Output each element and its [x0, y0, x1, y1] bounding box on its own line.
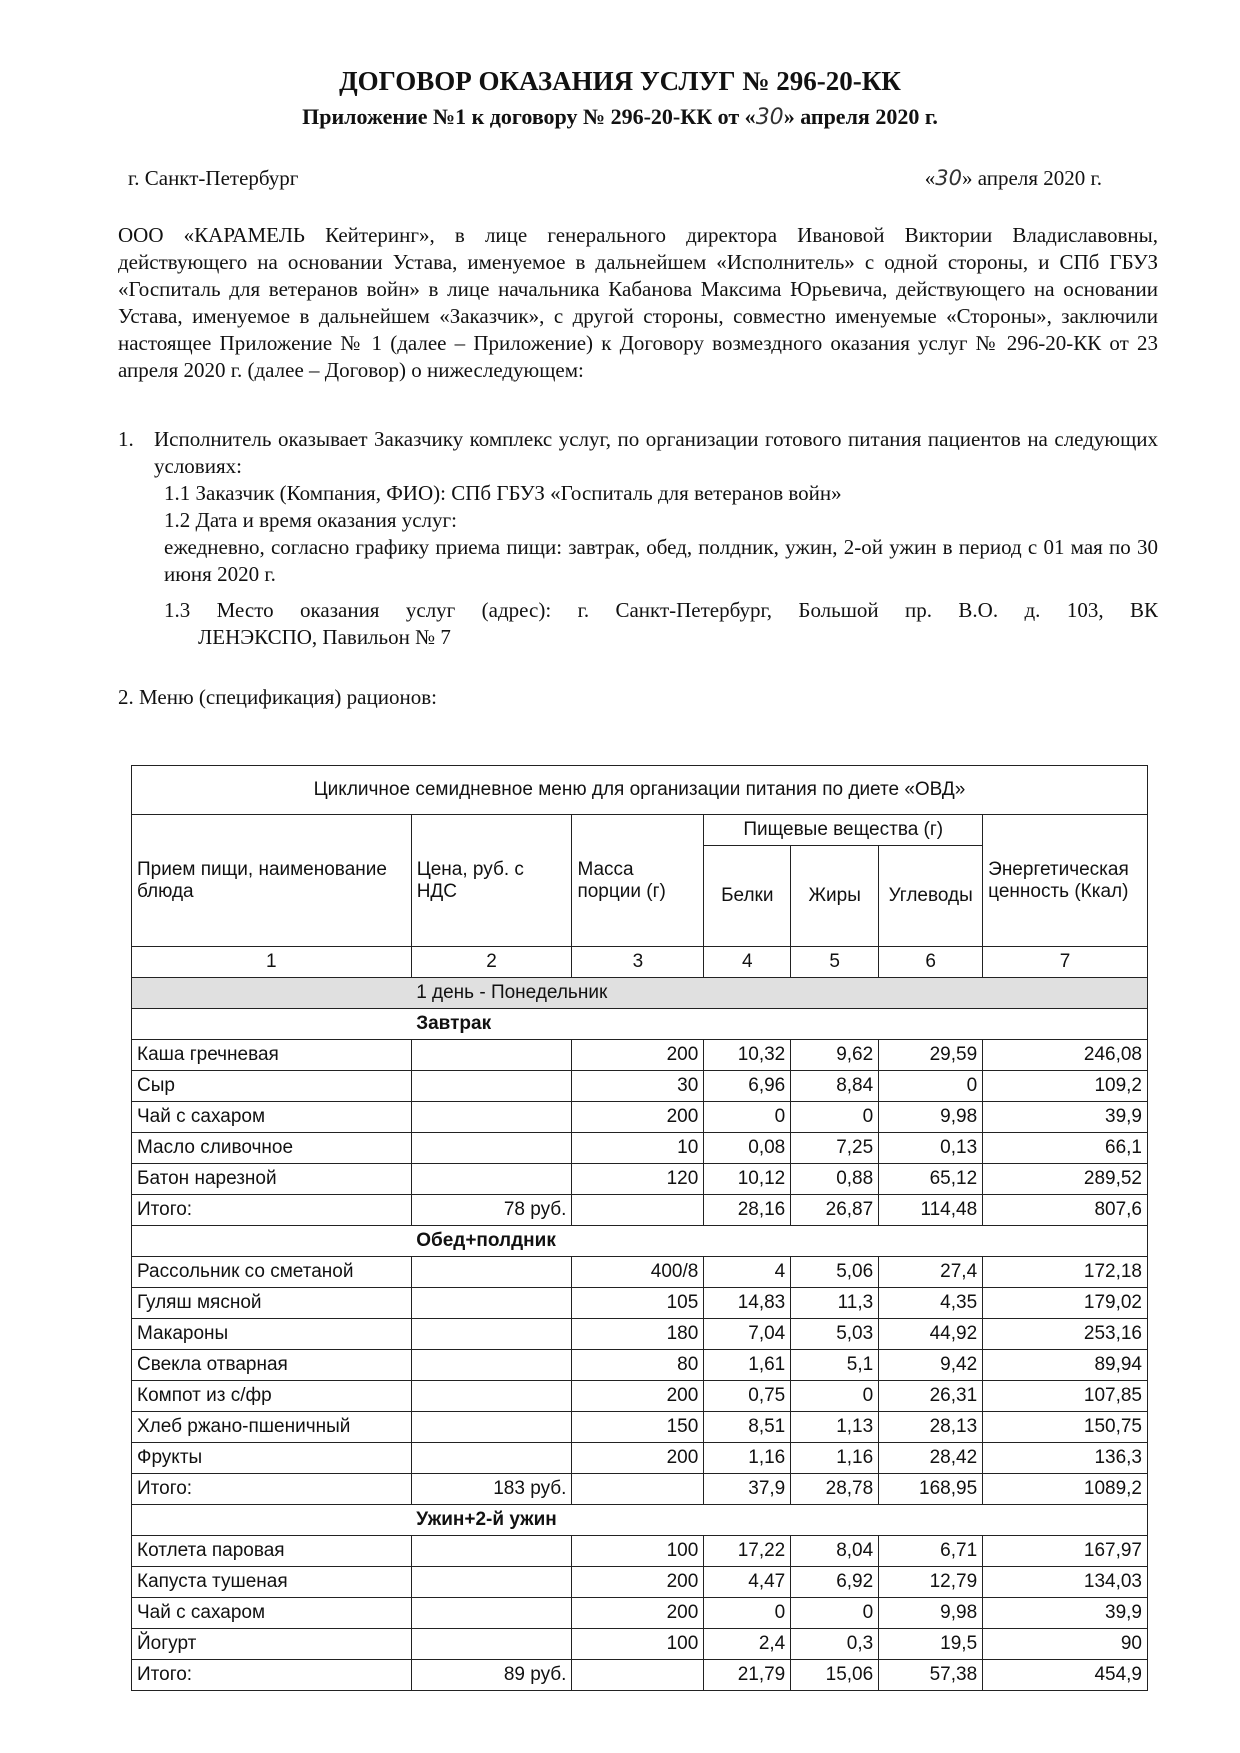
- protein-cell: 21,79: [704, 1660, 791, 1691]
- total-row: [132, 1195, 1148, 1226]
- dish-name: Сыр: [132, 1071, 412, 1102]
- price-cell: [411, 1257, 572, 1288]
- handwritten-day: 30: [755, 105, 784, 130]
- header-mass: Масса порции (г): [572, 815, 704, 947]
- column-number: 6: [879, 947, 983, 978]
- dish-name: Компот из с/фр: [132, 1381, 412, 1412]
- energy-cell: 136,3: [983, 1443, 1148, 1474]
- mass-cell: 180: [572, 1319, 704, 1350]
- column-number: 7: [983, 947, 1148, 978]
- mass-cell: 200: [572, 1102, 704, 1133]
- price-cell: [411, 1040, 572, 1071]
- carb-cell: 29,59: [879, 1040, 983, 1071]
- fat-cell: 28,78: [791, 1474, 879, 1505]
- carb-cell: 168,95: [879, 1474, 983, 1505]
- table-row: [132, 1102, 1148, 1133]
- column-number: 2: [411, 947, 572, 978]
- clause-1-3-line1: 1.3 Место оказания услуг (адрес): г. Санкт-Петербург, Большой пр. В.О. д. 103, ВК: [164, 598, 1158, 622]
- protein-cell: 0,08: [704, 1133, 791, 1164]
- header-fat: Жиры: [791, 846, 879, 947]
- price-cell: [411, 1164, 572, 1195]
- city-label: г. Санкт-Петербург: [128, 166, 299, 190]
- fat-cell: 5,1: [791, 1350, 879, 1381]
- subtitle-text-start: Приложение №1 к договору № 296-20-КК от «: [302, 104, 756, 129]
- column-number: 3: [572, 947, 704, 978]
- clause-1-3-line2: ЛЕНЭКСПО, Павильон № 7: [198, 625, 451, 649]
- column-number: 1: [132, 947, 412, 978]
- fat-cell: 0,88: [791, 1164, 879, 1195]
- energy-cell: 179,02: [983, 1288, 1148, 1319]
- header-energy: Энергетическая ценность (Ккал): [983, 815, 1148, 947]
- total-row: [132, 1474, 1148, 1505]
- mass-cell: 100: [572, 1629, 704, 1660]
- clause-1-number: 1.: [118, 427, 134, 451]
- price-cell: [411, 1598, 572, 1629]
- table-row: [132, 1412, 1148, 1443]
- protein-cell: 1,61: [704, 1350, 791, 1381]
- protein-cell: 1,16: [704, 1443, 791, 1474]
- energy-cell: 90: [983, 1629, 1148, 1660]
- dish-name: Свекла отварная: [132, 1350, 412, 1381]
- carb-cell: 4,35: [879, 1288, 983, 1319]
- table-row: [132, 1629, 1148, 1660]
- price-cell: [411, 1102, 572, 1133]
- carb-cell: 9,98: [879, 1102, 983, 1133]
- mass-cell: [572, 1474, 704, 1505]
- energy-cell: 134,03: [983, 1567, 1148, 1598]
- energy-cell: 89,94: [983, 1350, 1148, 1381]
- fat-cell: 8,04: [791, 1536, 879, 1567]
- table-row: [132, 1443, 1148, 1474]
- energy-cell: 1089,2: [983, 1474, 1148, 1505]
- price-cell: [411, 1319, 572, 1350]
- carb-cell: 27,4: [879, 1257, 983, 1288]
- price-cell: [411, 1567, 572, 1598]
- table-row: [132, 1567, 1148, 1598]
- carb-cell: 9,98: [879, 1598, 983, 1629]
- energy-cell: 150,75: [983, 1412, 1148, 1443]
- table-row: [132, 1257, 1148, 1288]
- carb-cell: 57,38: [879, 1660, 983, 1691]
- day-spacer: [132, 978, 412, 1009]
- mass-cell: 105: [572, 1288, 704, 1319]
- mass-cell: 80: [572, 1350, 704, 1381]
- energy-cell: 172,18: [983, 1257, 1148, 1288]
- mass-cell: [572, 1195, 704, 1226]
- dish-name: Котлета паровая: [132, 1536, 412, 1567]
- dish-name: Итого:: [132, 1660, 412, 1691]
- protein-cell: 6,96: [704, 1071, 791, 1102]
- clause-1: [118, 426, 1158, 480]
- dish-name: Йогурт: [132, 1629, 412, 1660]
- document-title: ДОГОВОР ОКАЗАНИЯ УСЛУГ № 296-20-КК: [339, 66, 901, 96]
- energy-cell: 39,9: [983, 1598, 1148, 1629]
- meal-label: Ужин+2-й ужин: [411, 1505, 1147, 1536]
- fat-cell: 0: [791, 1102, 879, 1133]
- protein-cell: 28,16: [704, 1195, 791, 1226]
- header-carb: Углеводы: [879, 846, 983, 947]
- header-nutrients: Пищевые вещества (г): [704, 815, 983, 846]
- dish-name: Каша гречневая: [132, 1040, 412, 1071]
- column-numbers-row: [132, 947, 1148, 978]
- price-cell: [411, 1350, 572, 1381]
- table-row: [132, 1288, 1148, 1319]
- energy-cell: 66,1: [983, 1133, 1148, 1164]
- meal-spacer: [132, 1226, 412, 1257]
- protein-cell: 37,9: [704, 1474, 791, 1505]
- day-label: 1 день - Понедельник: [411, 978, 1147, 1009]
- fat-cell: 6,92: [791, 1567, 879, 1598]
- carb-cell: 28,42: [879, 1443, 983, 1474]
- energy-cell: 167,97: [983, 1536, 1148, 1567]
- mass-cell: [572, 1660, 704, 1691]
- meal-label: Завтрак: [411, 1009, 1147, 1040]
- total-row: [132, 1660, 1148, 1691]
- table-row: [132, 1164, 1148, 1195]
- header-protein: Белки: [704, 846, 791, 947]
- document-subtitle: [0, 104, 1240, 130]
- table-row: [132, 1071, 1148, 1102]
- energy-cell: 109,2: [983, 1071, 1148, 1102]
- fat-cell: 1,16: [791, 1443, 879, 1474]
- price-cell: [411, 1443, 572, 1474]
- protein-cell: 0: [704, 1102, 791, 1133]
- dish-name: Макароны: [132, 1319, 412, 1350]
- dish-name: Батон нарезной: [132, 1164, 412, 1195]
- mass-cell: 200: [572, 1567, 704, 1598]
- carb-cell: 65,12: [879, 1164, 983, 1195]
- mass-cell: 150: [572, 1412, 704, 1443]
- price-cell: 78 руб.: [411, 1195, 572, 1226]
- protein-cell: 2,4: [704, 1629, 791, 1660]
- clause-1-3: [164, 597, 1158, 651]
- handwritten-date-day: 30: [935, 166, 962, 190]
- dish-name: Гуляш мясной: [132, 1288, 412, 1319]
- dish-name: Капуста тушеная: [132, 1567, 412, 1598]
- energy-cell: 454,9: [983, 1660, 1148, 1691]
- fat-cell: 8,84: [791, 1071, 879, 1102]
- energy-cell: 39,9: [983, 1102, 1148, 1133]
- protein-cell: 10,12: [704, 1164, 791, 1195]
- mass-cell: 100: [572, 1536, 704, 1567]
- clause-2: 2. Меню (спецификация) рационов:: [118, 685, 437, 709]
- carb-cell: 19,5: [879, 1629, 983, 1660]
- fat-cell: 7,25: [791, 1133, 879, 1164]
- carb-cell: 9,42: [879, 1350, 983, 1381]
- mass-cell: 120: [572, 1164, 704, 1195]
- meal-header-row: [132, 1505, 1148, 1536]
- table-row: [132, 1133, 1148, 1164]
- carb-cell: 28,13: [879, 1412, 983, 1443]
- clause-1-2: 1.2 Дата и время оказания услуг:: [164, 508, 457, 532]
- meal-header-row: [132, 1009, 1148, 1040]
- mass-cell: 200: [572, 1443, 704, 1474]
- meal-spacer: [132, 1505, 412, 1536]
- protein-cell: 14,83: [704, 1288, 791, 1319]
- protein-cell: 0,75: [704, 1381, 791, 1412]
- mass-cell: 200: [572, 1381, 704, 1412]
- mass-cell: 200: [572, 1598, 704, 1629]
- carb-cell: 44,92: [879, 1319, 983, 1350]
- carb-cell: 0: [879, 1071, 983, 1102]
- menu-table: [131, 765, 1148, 1691]
- dish-name: Масло сливочное: [132, 1133, 412, 1164]
- table-row: [132, 1319, 1148, 1350]
- carb-cell: 0,13: [879, 1133, 983, 1164]
- contract-date: [925, 166, 1102, 191]
- meal-spacer: [132, 1009, 412, 1040]
- energy-cell: 253,16: [983, 1319, 1148, 1350]
- day-row: [132, 978, 1148, 1009]
- price-cell: [411, 1381, 572, 1412]
- fat-cell: 0: [791, 1598, 879, 1629]
- fat-cell: 26,87: [791, 1195, 879, 1226]
- fat-cell: 5,03: [791, 1319, 879, 1350]
- price-cell: [411, 1412, 572, 1443]
- meal-header-row: [132, 1226, 1148, 1257]
- mass-cell: 10: [572, 1133, 704, 1164]
- fat-cell: 15,06: [791, 1660, 879, 1691]
- carb-cell: 26,31: [879, 1381, 983, 1412]
- carb-cell: 12,79: [879, 1567, 983, 1598]
- mass-cell: 200: [572, 1040, 704, 1071]
- protein-cell: 4: [704, 1257, 791, 1288]
- energy-cell: 807,6: [983, 1195, 1148, 1226]
- price-cell: [411, 1288, 572, 1319]
- price-cell: [411, 1629, 572, 1660]
- price-cell: 183 руб.: [411, 1474, 572, 1505]
- energy-cell: 289,52: [983, 1164, 1148, 1195]
- date-rest: » апреля 2020 г.: [962, 166, 1102, 190]
- carb-cell: 114,48: [879, 1195, 983, 1226]
- table-row: [132, 1598, 1148, 1629]
- dish-name: Чай с сахаром: [132, 1598, 412, 1629]
- price-cell: 89 руб.: [411, 1660, 572, 1691]
- protein-cell: 0: [704, 1598, 791, 1629]
- table-row: [132, 1536, 1148, 1567]
- meal-label: Обед+полдник: [411, 1226, 1147, 1257]
- energy-cell: 246,08: [983, 1040, 1148, 1071]
- dish-name: Фрукты: [132, 1443, 412, 1474]
- clause-1-text: Исполнитель оказывает Заказчику комплекс услуг, по организации готового питания пациентов на следующих условиях:: [154, 427, 1158, 478]
- protein-cell: 4,47: [704, 1567, 791, 1598]
- dish-name: Итого:: [132, 1195, 412, 1226]
- intro-paragraph: ООО «КАРАМЕЛЬ Кейтеринг», в лице генерального директора Ивановой Виктории Владиславовны, действующего на основании Устава, именуемое в дальнейшем «Исполнитель» с одной стороны, и СПб ГБУЗ «Госпиталь для ветеранов войн» в лице начальника Кабанова Максима Юрьевича, действующего на основании Устава, именуемое в дальнейшем «Заказчик», с другой стороны, совместно именуемые «Стороны», заключили настоящее Приложение № 1 (далее – Приложение) к Договору возмездного оказания услуг № 296-20-КК от 23 апреля 2020 г. (далее – Договор) о нижеследующем:: [118, 223, 1158, 382]
- price-cell: [411, 1071, 572, 1102]
- fat-cell: 11,3: [791, 1288, 879, 1319]
- column-number: 5: [791, 947, 879, 978]
- clause-1-1: 1.1 Заказчик (Компания, ФИО): СПб ГБУЗ «Госпиталь для ветеранов войн»: [164, 481, 842, 505]
- fat-cell: 1,13: [791, 1412, 879, 1443]
- date-quote-open: «: [924, 166, 936, 190]
- carb-cell: 6,71: [879, 1536, 983, 1567]
- fat-cell: 0,3: [791, 1629, 879, 1660]
- table-row: [132, 1381, 1148, 1412]
- clause-1-2-details: ежедневно, согласно графику приема пищи: завтрак, обед, полдник, ужин, 2-ой ужин в период с 01 мая по 30 июня 2020 г.: [164, 535, 1158, 586]
- mass-cell: 400/8: [572, 1257, 704, 1288]
- subtitle-text-end: » апреля 2020 г.: [783, 104, 938, 129]
- protein-cell: 8,51: [704, 1412, 791, 1443]
- fat-cell: 5,06: [791, 1257, 879, 1288]
- mass-cell: 30: [572, 1071, 704, 1102]
- table-row: [132, 1040, 1148, 1071]
- price-cell: [411, 1536, 572, 1567]
- price-cell: [411, 1133, 572, 1164]
- header-price: Цена, руб. с НДС: [411, 815, 572, 947]
- energy-cell: 107,85: [983, 1381, 1148, 1412]
- dish-name: Чай с сахаром: [132, 1102, 412, 1133]
- protein-cell: 7,04: [704, 1319, 791, 1350]
- protein-cell: 10,32: [704, 1040, 791, 1071]
- fat-cell: 0: [791, 1381, 879, 1412]
- table-caption: Цикличное семидневное меню для организации питания по диете «ОВД»: [132, 766, 1148, 815]
- dish-name: Хлеб ржано-пшеничный: [132, 1412, 412, 1443]
- dish-name: Итого:: [132, 1474, 412, 1505]
- header-meal: Прием пищи, наименование блюда: [132, 815, 412, 947]
- protein-cell: 17,22: [704, 1536, 791, 1567]
- fat-cell: 9,62: [791, 1040, 879, 1071]
- dish-name: Рассольник со сметаной: [132, 1257, 412, 1288]
- column-number: 4: [704, 947, 791, 978]
- table-row: [132, 1350, 1148, 1381]
